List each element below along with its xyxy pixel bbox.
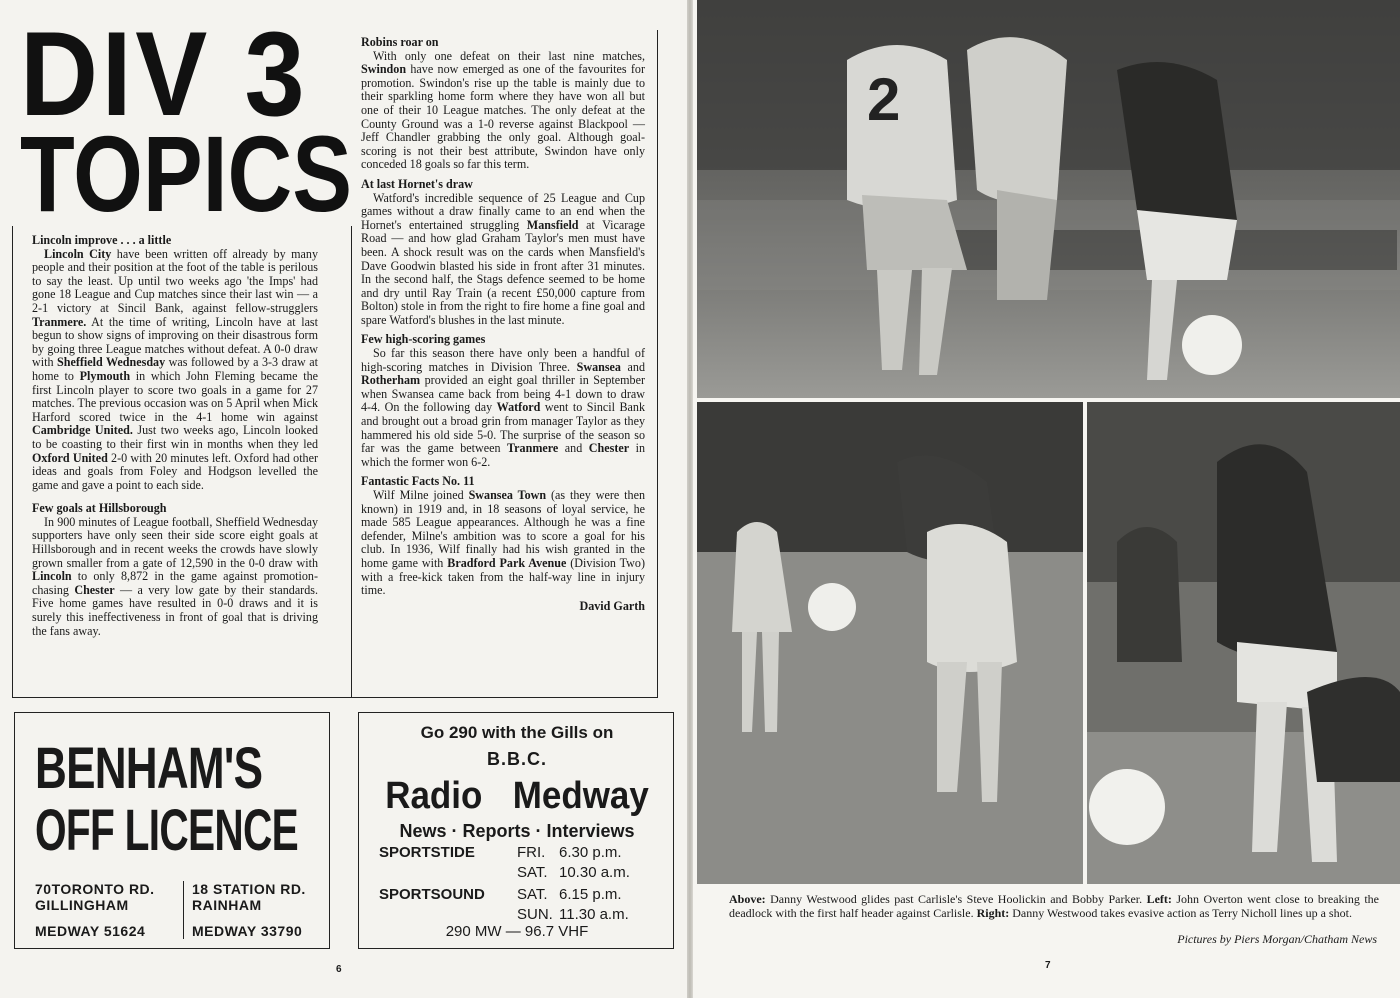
photo-right xyxy=(1087,402,1400,884)
page-title xyxy=(20,7,353,234)
schedule-row: SAT. 10.30 a.m. xyxy=(517,864,630,881)
page-number: 6 xyxy=(336,964,342,975)
section-paragraph: Watford's incredible sequence of 25 League and Cup games without a draw finally came to an end when the Hornet's entertained struggling Mansfield at Vicarage Road — and how glad Graham Taylor's men must have been. A shock result was on the cards when Mansfield's Dave Goodwin blasted his side in front after 31 minutes. In the second half, the Stags defence seemed to be home and dry until Ray Train (a recent £50,000 capture from Bolton) stole in from the right to fire home a fine goal and spare Watford's blushes in the last minute. xyxy=(361,190,646,327)
address-gillingham: 70TORONTO RD. GILLINGHAM MEDWAY 51624 xyxy=(35,881,175,939)
section-heading: Fantastic Facts No. 11 xyxy=(361,474,475,489)
section-paragraph: So far this season there have only been a handful of high-scoring matches in Division Three. Swansea and Rotherham provided an eight goal thriller in September when Swansea came back from being 4-1 down to draw 4-4. On the following day Watford went to Sincil Bank and brought out a broad grin from manager Taylor as they hammered his old side 5-0. The surprise of the season so far was the game between Tranmere and Chester in which the former won 6-2. xyxy=(361,346,645,469)
photo-credit: Pictures by Piers Morgan/Chatham News xyxy=(1177,932,1377,946)
article-column-1 xyxy=(32,228,318,638)
phone-number: MEDWAY 33790 xyxy=(192,923,303,939)
radio-medway-advert xyxy=(358,712,674,949)
advert-frequency: 290 MW — 96.7 VHF xyxy=(445,923,589,940)
section-heading: Lincoln improve . . . a little xyxy=(32,233,172,247)
schedule-row: SUN. 11.30 a.m. xyxy=(517,906,629,923)
advert-brand-name: BENHAM'S xyxy=(35,736,263,801)
title-line-1: DIV 3 xyxy=(20,7,309,141)
page-number: 7 xyxy=(1045,960,1051,971)
address-rainham: 18 STATION RD. RAINHAM MEDWAY 33790 xyxy=(183,881,323,939)
section-paragraph: In 900 minutes of League football, Sheffield Wednesday supporters have only seen their side score eight goals at Hillsborough and in recent weeks the crowds have slowly grown smaller from a gate of 12,590 in the 0-0 draw with Lincoln to only 8,872 in the game against promotion-chasing Chester — a very low gate by their standards. Five home games have resulted in 0-0 draws and it is surely this ineffectiveness in front of goal that is driving the fans away. xyxy=(32,514,318,638)
schedule-row: SPORTSOUND SAT. 6.15 p.m. xyxy=(379,886,622,903)
photo-above xyxy=(697,0,1400,398)
section-heading: Few goals at Hillsborough xyxy=(32,501,167,516)
advert-headline: Go 290 with the Gills on xyxy=(420,723,614,742)
section-heading: Robins roar on xyxy=(361,35,439,49)
shirt-number: 2 xyxy=(867,66,901,133)
right-page xyxy=(693,0,1400,998)
advert-services: News · Reports · Interviews xyxy=(399,821,635,841)
photo-caption: Above: Danny Westwood glides past Carlisle's Steve Hoolickin and Bobby Parker. Left: John Overton went close to breaking the deadlock with the first half header against Carlisle. Right: Danny Westwood takes evasive action as Terry Nicholl lines up a shot. xyxy=(729,892,1379,920)
section-paragraph: With only one defeat on their last nine matches, Swindon have now emerged as one of the favourites for promotion. Swindon's rise up the table is mainly due to their sparkling home form where they have won all but one of their 10 League matches. The only defeat at the County Ground was a 1-0 reverse against Blackpool — Jeff Chandler grabbing the only goal. Although goal-scoring is not their best attribute, Swindon have only conceded 18 goals so far this term. xyxy=(361,48,645,172)
schedule-row: SPORTSTIDE FRI. 6.30 p.m. xyxy=(379,844,622,861)
advert-brand-subtitle: OFF LICENCE xyxy=(35,798,298,863)
section-heading: At last Hornet's draw xyxy=(361,176,473,191)
photo-left xyxy=(697,402,1083,884)
section-heading: Few high-scoring games xyxy=(361,332,486,347)
left-page xyxy=(0,0,687,998)
section-paragraph: Lincoln City have been written off already by many people and their position at the foot of the table is perilous to say the least. Up until two weeks ago 'the Imps' had gone 18 League and Cup matches since their last win — a 2-1 victory at Sincil Bank, against fellow-strugglers Tranmere. At the time of writing, Lincoln have at last begun to show signs of improving on their disastrous form by going three League matches without defeat. A 0-0 draw with Sheffield Wednesday was followed by a 3-3 draw at home to Plymouth in which John Fleming became the first Lincoln player to score two goals in a game for 27 matches. The previous occasion was on 5 April when Mick Harford scored twice in the 4-1 home win against Cambridge United. Just two weeks ago, Lincoln looked to be coasting to their first win in months when they led Oxford United 2-0 with 20 minutes left. Oxford had other ideas and goals from Foley and Hodgson levelled the game and gave a point to each side. xyxy=(32,246,319,492)
advert-station-name: Radio Medway xyxy=(385,775,649,817)
article-column-2 xyxy=(361,36,645,613)
advert-bbc: B.B.C. xyxy=(487,749,547,769)
title-line-2: TOPICS xyxy=(20,113,353,234)
author-signature: David Garth xyxy=(579,598,645,613)
section-paragraph: Wilf Milne joined Swansea Town (as they were then known) in 1919 and, in 18 seasons of loyal service, he made 585 League appearances. Although he was a fine defender, Milne's ambition was to score a goal for his club. In 1936, Wilf finally had his wish granted in the home game with Bradford Park Avenue (Division Two) with a free-kick taken from the half-way line in injury time. xyxy=(361,488,645,598)
phone-number: MEDWAY 51624 xyxy=(35,923,146,939)
benhams-advert xyxy=(14,712,330,949)
